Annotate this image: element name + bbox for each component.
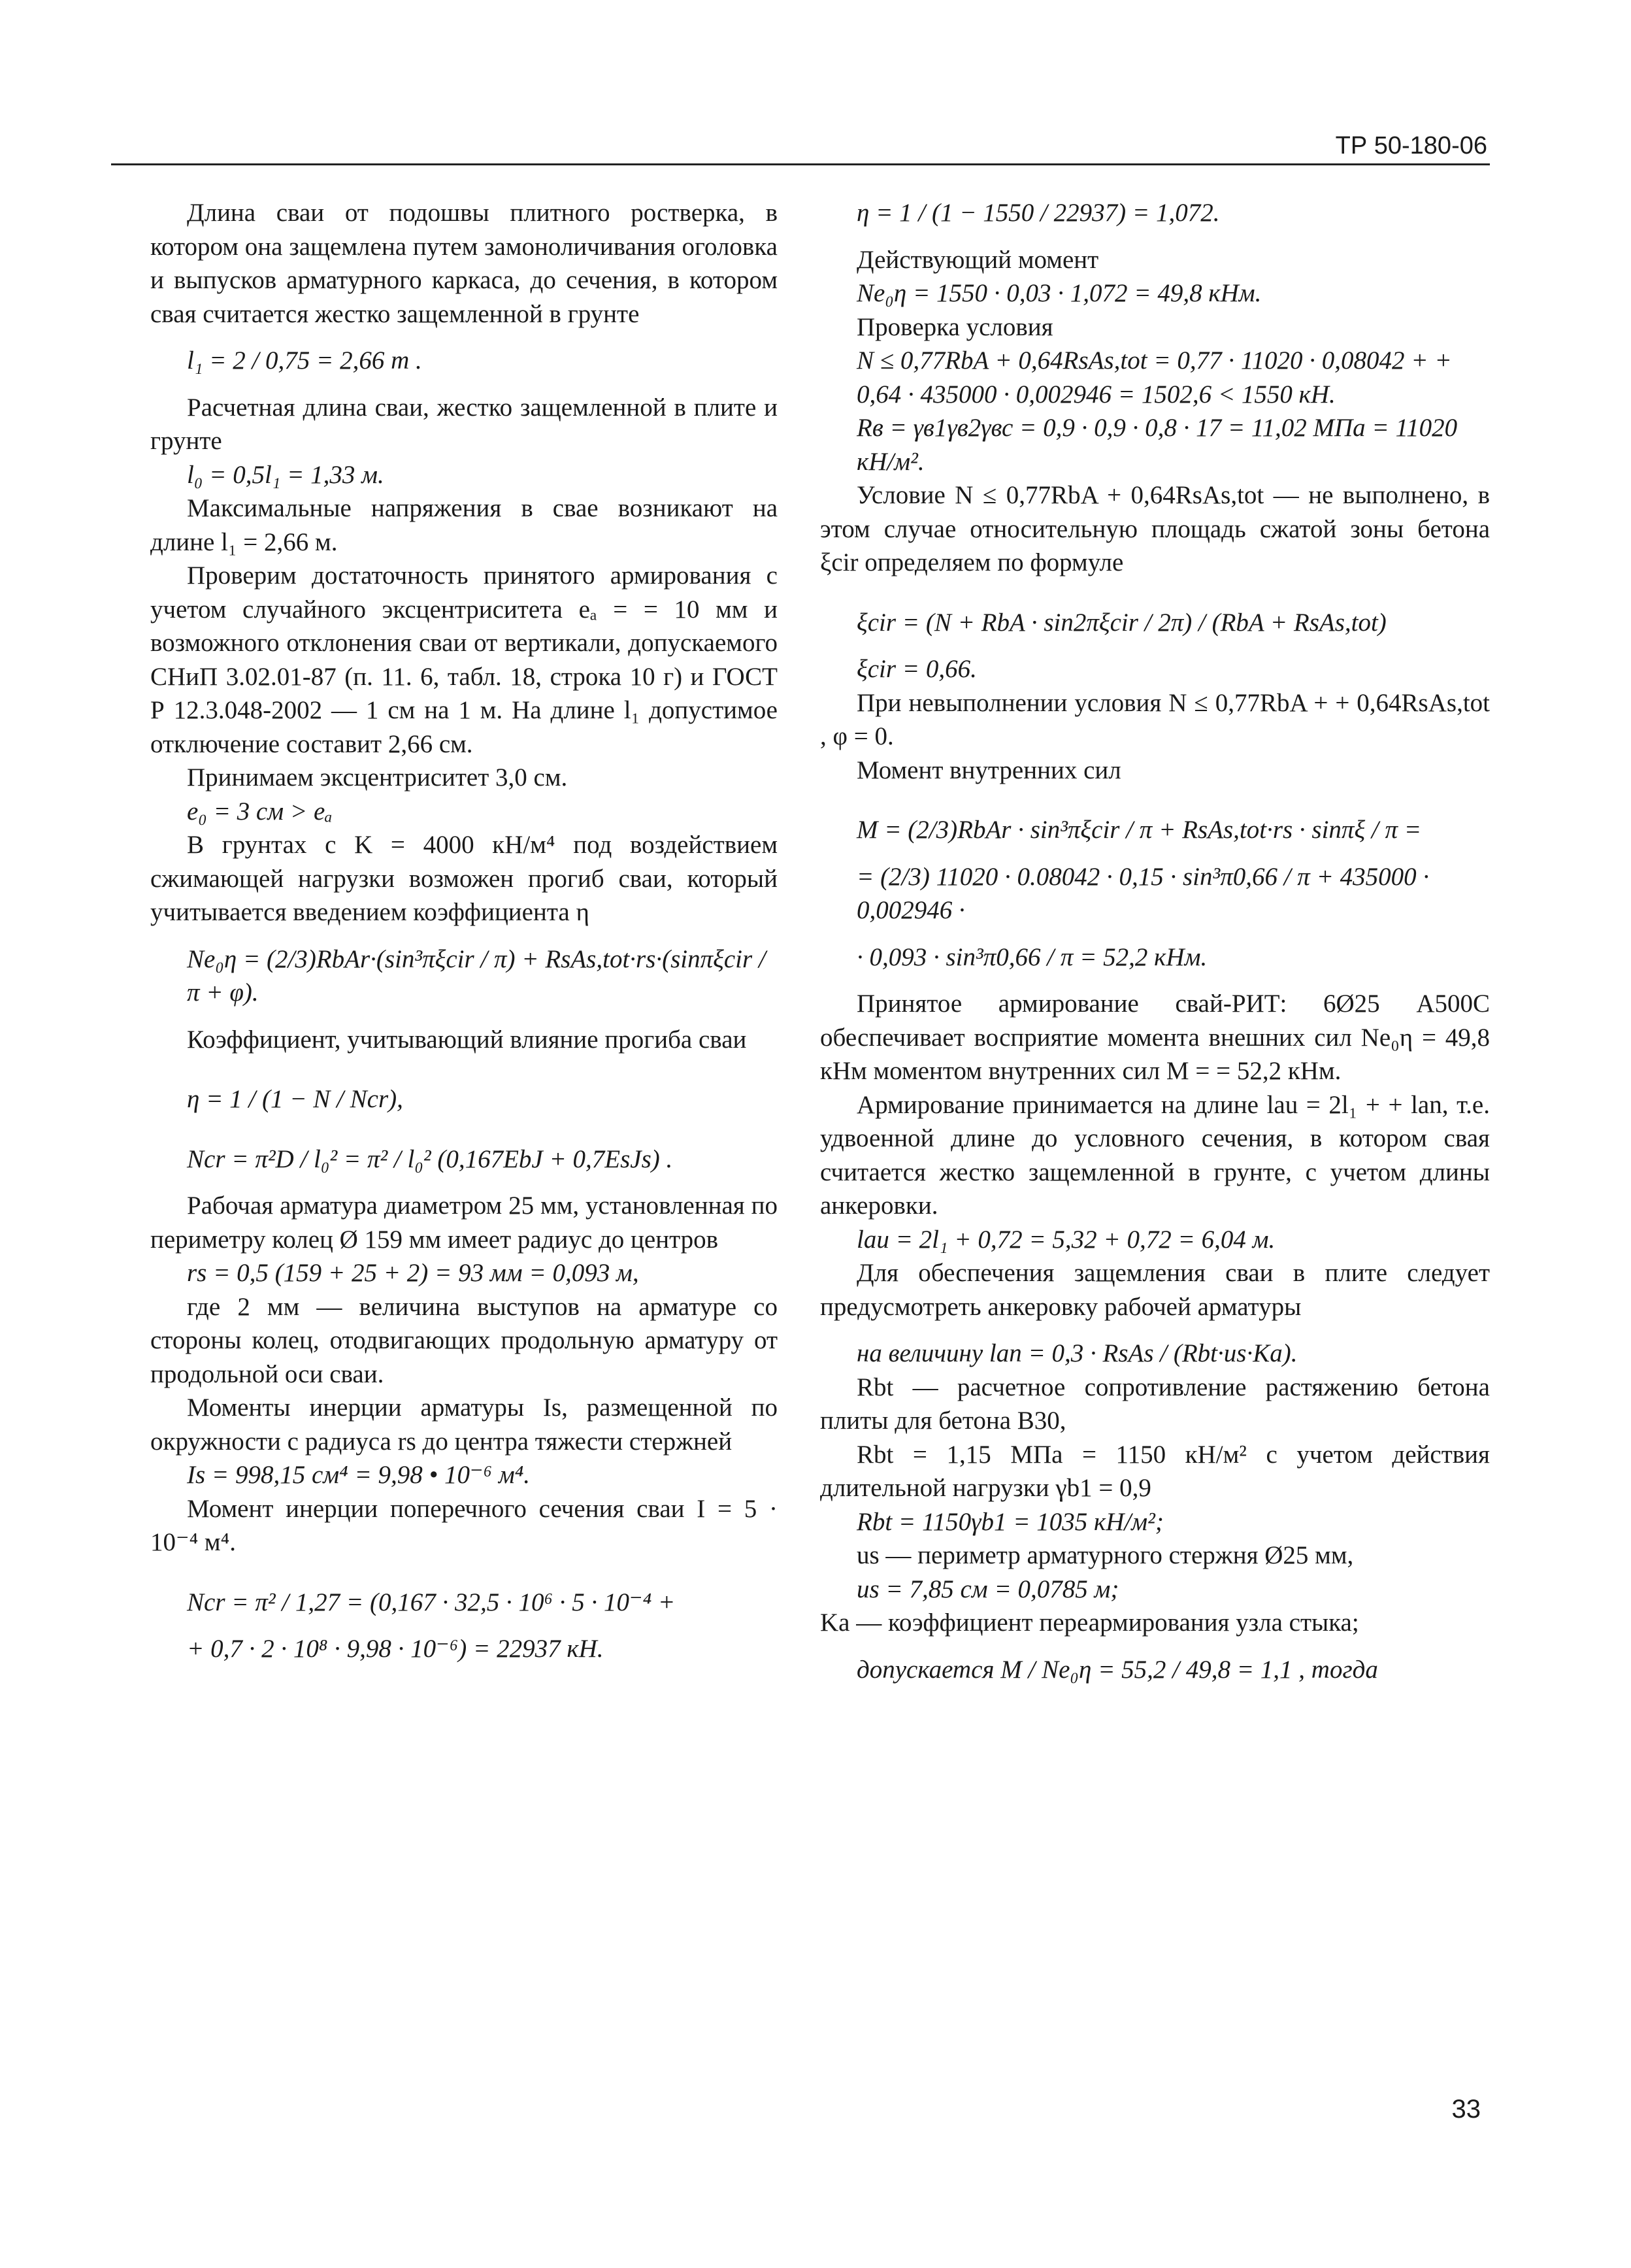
right-column <box>820 196 1490 1686</box>
paragraph: Проверка условия <box>857 312 1053 341</box>
formula: Ncr = π² / 1,27 = (0,167 · 32,5 · 10⁶ · 5 · 10⁻⁴ + <box>187 1588 676 1616</box>
formula: + 0,7 · 2 · 10⁸ · 9,98 · 10⁻⁶) = 22937 кН. <box>187 1635 604 1663</box>
formula: Ne₀η = 1550 · 0,03 · 1,072 = 49,8 кНм. <box>857 279 1262 307</box>
formula: Rв = γв1γв2γвс = 0,9 · 0,9 · 0,8 · 17 = 11,02 МПа = 11020 кН/м². <box>857 414 1458 476</box>
formula: ξcir = 0,66. <box>857 655 977 683</box>
paragraph: us — периметр арматурного стержня Ø25 мм, <box>857 1541 1354 1569</box>
paragraph: где 2 мм — величина выступов на арматуре со стороны колец, отодвигающих продольную арматуру от продольной оси сваи. <box>150 1292 778 1388</box>
paragraph: Ka — коэффициент переармирования узла стыка; <box>820 1609 1359 1637</box>
paragraph: При невыполнении условия N ≤ 0,77RbA + + 0,64RsAs,tot , φ = 0. <box>820 688 1490 750</box>
paragraph: Армирование принимается на длине lau = 2l₁ + + lan, т.е. удвоенной длине до условного сечения, в котором свая считается жестко защемленной в грунте, с учетом длины анкеровки. <box>820 1090 1490 1220</box>
header-rule <box>111 163 1490 165</box>
formula: = (2/3) 11020 · 0.08042 · 0,15 · sin³π0,66 / π + 435000 · 0,002946 · <box>857 862 1430 924</box>
paragraph: Расчетная длина сваи, жестко защемленной в плите и грунте <box>150 393 778 455</box>
paragraph: Коэффициент, учитывающий влияние прогиба сваи <box>187 1025 747 1054</box>
paragraph: В грунтах с K = 4000 кН/м⁴ под воздействием сжимающей нагрузки возможен прогиб сваи, который учитывается введением коэффициента η <box>150 831 778 926</box>
formula: e₀ = 3 см > eₐ <box>187 797 333 825</box>
formula: us = 7,85 см = 0,0785 м; <box>857 1575 1119 1603</box>
paragraph: Моменты инерции арматуры Is, размещенной по окружности с радиуса rs до центра тяжести стержней <box>150 1393 778 1456</box>
paragraph: Рабочая арматура диаметром 25 мм, установленная по периметру колец Ø 159 мм имеет радиус до центров <box>150 1192 778 1254</box>
formula: η = 1 / (1 − N / Ncr), <box>187 1085 403 1113</box>
formula: Rbt = 1150γb1 = 1035 кН/м²; <box>857 1507 1164 1536</box>
paragraph: Для обеспечения защемления сваи в плите следует предусмотреть анкеровку рабочей арматуры <box>820 1259 1490 1321</box>
formula: на величину lan = 0,3 · RsAs / (Rbt·us·Ka). <box>857 1339 1298 1367</box>
formula: N ≤ 0,77RbA + 0,64RsAs,tot = 0,77 · 11020 · 0,08042 + + 0,64 · 435000 · 0,002946 = 1502,6 < 1550 кН. <box>857 346 1452 409</box>
formula: lau = 2l₁ + 0,72 = 5,32 + 0,72 = 6,04 м. <box>857 1225 1276 1254</box>
formula: допускается M / Ne₀η = 55,2 / 49,8 = 1,1 , тогда <box>857 1655 1378 1684</box>
paragraph: Rbt = 1,15 МПа = 1150 кН/м² с учетом действия длительной нагрузки γb1 = 0,9 <box>820 1440 1490 1502</box>
paragraph: Максимальные напряжения в свае возникают на длине l₁ = 2,66 м. <box>150 494 778 556</box>
paragraph: Условие N ≤ 0,77RbA + 0,64RsAs,tot — не выполнено, в этом случае относительную площадь сжатой зоны бетона ξcir определяем по формуле <box>820 481 1490 576</box>
formula: · 0,093 · sin³π0,66 / π = 52,2 кНм. <box>857 942 1208 971</box>
paragraph: Действующий момент <box>857 245 1099 274</box>
paragraph: Проверим достаточность принятого армирования с учетом случайного эксцентриситета eₐ = = 10 мм и возможного отклонения сваи от вертикали, допускаемого СНиП 3.02.01-87 (п. 11. 6, табл. 18, строка 10 г) и ГОСТ Р 12.3.048-2002 — 1 см на 1 м. На длине l₁ допустимое отключение составит 2,66 см. <box>150 561 778 758</box>
formula: η = 1 / (1 − 1550 / 22937) = 1,072. <box>857 199 1220 227</box>
paragraph: Принимаем эксцентриситет 3,0 см. <box>187 763 568 792</box>
formula: l₁ = 2 / 0,75 = 2,66 m . <box>187 346 422 375</box>
formula: l₀ = 0,5l₁ = 1,33 м. <box>187 460 384 489</box>
formula: Ncr = π²D / l₀² = π² / l₀² (0,167EbJ + 0,7EsJs) . <box>187 1144 673 1173</box>
formula: M = (2/3)RbAr · sin³πξcir / π + RsAs,tot·rs · sinπξ / π = <box>857 816 1422 844</box>
formula: rs = 0,5 (159 + 25 + 2) = 93 мм = 0,093 м, <box>187 1259 639 1287</box>
page-number: 33 <box>1451 2095 1481 2124</box>
formula: Ne₀η = (2/3)RbAr·(sin³πξcir / π) + RsAs,tot·rs·(sinπξcir / π + φ). <box>187 944 766 1007</box>
left-column <box>150 196 778 1666</box>
paragraph: Момент внутренних сил <box>857 756 1121 784</box>
formula: ξcir = (N + RbA · sin2πξcir / 2π) / (RbA + RsAs,tot) <box>857 608 1387 637</box>
paragraph: Принятое армирование свай-РИТ: 6Ø25 А500С обеспечивает восприятие момента внешних сил Ne₀η = 49,8 кНм моментом внутренних сил M = = 52,2 кНм. <box>820 990 1490 1085</box>
paragraph: Rbt — расчетное сопротивление растяжению бетона плиты для бетона В30, <box>820 1373 1490 1435</box>
paragraph: Длина сваи от подошвы плитного ростверка, в котором она защемлена путем замоноличивания оголовка и выпусков арматурного каркаса, до сечения, в котором свая считается жестко защемленной в грунте <box>150 199 778 328</box>
formula: Is = 998,15 см⁴ = 9,98 • 10⁻⁶ м⁴. <box>187 1461 531 1489</box>
paragraph: Момент инерции поперечного сечения сваи I = 5 · 10⁻⁴ м⁴. <box>150 1494 778 1556</box>
document-code: ТР 50-180-06 <box>1335 132 1487 159</box>
